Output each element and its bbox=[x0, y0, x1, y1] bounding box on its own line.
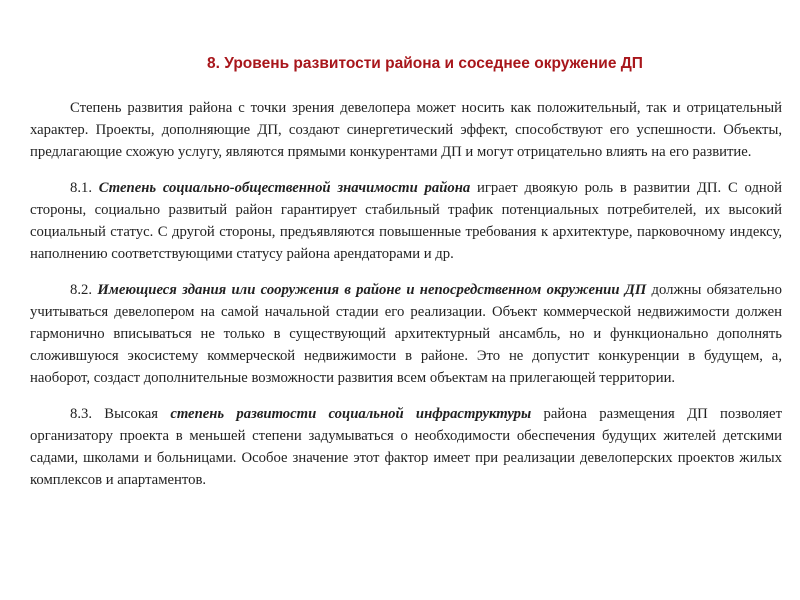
paragraph-8-3 bbox=[30, 403, 782, 491]
paragraph-8-2 bbox=[30, 279, 782, 389]
paragraph-intro-text: Степень развития района с точки зрения девелопера может носить как положительный, так и отрицательный характер. Проекты, дополняющие ДП, создают синергетический эффект, способствуют его успешности. Объекты, предлагающие схожую услугу, являются прямыми конкурентами ДП и могут отрицательно влиять на его развитие. bbox=[30, 100, 782, 160]
paragraph-8-3-term: степень развитости социальной инфраструктуры bbox=[170, 406, 532, 422]
paragraph-8-3-text: района размещения ДП позволяет организатору проекта в меньшей степени задумываться о необходимости обеспечения будущих жителей детскими садами, школами и больницами. Особое значение этот фактор имеет при реализации девелоперских проектов жилых комплексов и апартаментов. bbox=[30, 406, 782, 488]
paragraph-8-1-text: играет двоякую роль в развитии ДП. С одной стороны, социально развитый район гарантирует стабильный трафик потенциальных потребителей, их высокий социальный статус. С другой стороны, предъявляются повышенные требования к архитектуре, парковочному индексу, наполнению соответствующими статусу района арендаторами и др. bbox=[30, 180, 782, 262]
paragraph-8-1-prefix: 8.1. bbox=[70, 180, 99, 196]
paragraph-8-2-prefix: 8.2. bbox=[70, 282, 98, 298]
paragraph-8-2-term: Имеющиеся здания или сооружения в районе и непосредственном окружении ДП bbox=[97, 282, 647, 298]
slide-body bbox=[30, 97, 782, 505]
paragraph-8-2-text: должны обязательно учитываться девелопером на самой начальной стадии его реализации. Объект коммерческой недвижимости должен гармонично вписываться не только в существующий архитектурный ансамбль, но и функционально дополнять сложившуюся экосистему коммерческой недвижимости в районе. Это не допустит конкуренции в будущем, а, наоборот, создаст дополнительные возможности развития всем объектам на прилегающей территории. bbox=[30, 282, 782, 386]
slide-title: 8. Уровень развитости района и соседнее окружение ДП bbox=[207, 55, 643, 72]
paragraph-8-3-prefix: 8.3. Высокая bbox=[70, 406, 171, 422]
paragraph-8-1-term: Степень социально-общественной значимости района bbox=[98, 180, 471, 196]
paragraph-8-1 bbox=[30, 177, 782, 265]
paragraph-intro bbox=[30, 97, 782, 163]
